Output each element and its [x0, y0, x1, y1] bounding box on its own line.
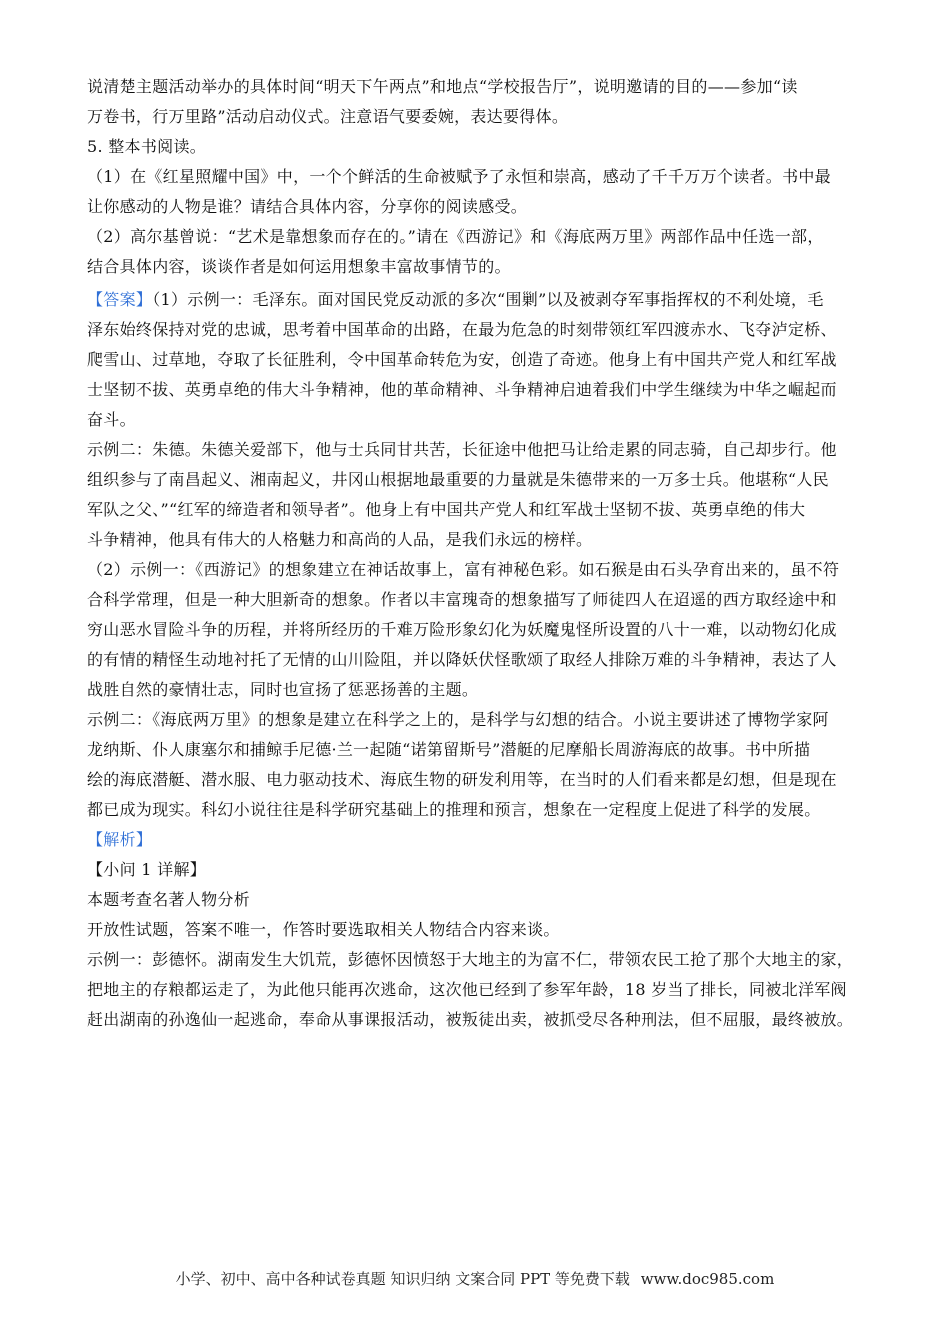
- text-line: （2）示例一：《西游记》的想象建立在神话故事上，富有神秘色彩。如石猴是由石头孕育出来的，虽不符: [87, 560, 840, 579]
- text-line: 绘的海底潜艇、潜水服、电力驱动技术、海底生物的研发利用等，在当时的人们看来都是幻想，但是现在: [87, 770, 837, 789]
- answer-line: [87, 285, 865, 315]
- text-line: 示例一：彭德怀。湖南发生大饥荒，彭德怀因愤怒于大地主的为富不仁，带领农民工抢了那个大地主的家，: [87, 950, 854, 969]
- text-line: 赶出湖南的孙逸仙一起逃命，奉命从事课报活动，被叛徒出卖，被抓受尽各种刑法，但不屈服，最终被放。: [87, 1010, 854, 1029]
- document-body: [87, 72, 865, 1035]
- text-line: 示例二：朱德。朱德关爱部下，他与士兵同甘共苦，长征途中他把马让给走累的同志骑，自己却步行。他: [87, 440, 837, 459]
- text-line: 开放性试题，答案不唯一，作答时要选取相关人物结合内容来谈。: [87, 920, 560, 939]
- page-footer: [0, 1268, 950, 1289]
- answer-label: 【答案】: [87, 290, 153, 309]
- text-line: 军队之父、”“红军的缔造者和领导者”。他身上有中国共产党人和红军战士坚韧不拔、英勇卓绝的伟大: [87, 500, 806, 519]
- text-line: 组织参与了南昌起义、湘南起义，井冈山根据地最重要的力量就是朱德带来的一万多士兵。他堪称“人民: [87, 470, 829, 489]
- text-line: 说清楚主题活动举办的具体时间“明天下午两点”和地点“学校报告厅”，说明邀请的目的——参加“读: [87, 77, 798, 96]
- text-line: 把地主的存粮都运走了，为此他只能再次逃命，这次他已经到了参军年龄，18 岁当了排长，同被北洋军阀: [87, 980, 847, 999]
- text-line: 士坚韧不拔、英勇卓绝的伟大斗争精神，他的革命精神、斗争精神启迪着我们中学生继续为中华之崛起而: [87, 380, 837, 399]
- text-line: 本题考查名著人物分析: [87, 890, 251, 909]
- text-line: 示例二：《海底两万里》的想象是建立在科学之上的，是科学与幻想的结合。小说主要讲述了博物学家阿: [87, 710, 829, 729]
- text-line: 都已成为现实。科幻小说往往是科学研究基础上的推理和预言，想象在一定程度上促进了科学的发展。: [87, 800, 821, 819]
- footer-url[interactable]: www.doc985.com: [640, 1270, 775, 1288]
- text-line: 结合具体内容，谈谈作者是如何运用想象丰富故事情节的。: [87, 257, 511, 276]
- text-line: 泽东始终保持对党的忠诚，思考着中国革命的出路，在最为危急的时刻带领红军四渡赤水、飞夺泸定桥、: [87, 320, 837, 339]
- text-line: 奋斗。: [87, 410, 136, 429]
- text-line: 斗争精神，他具有伟大的人格魅力和高尚的人品，是我们永远的榜样。: [87, 530, 593, 549]
- text-line: 万卷书，行万里路”活动启动仪式。注意语气要委婉，表达要得体。: [87, 107, 569, 126]
- sub-question-heading: 【小问 1 详解】: [87, 860, 207, 879]
- text-line: 的有情的精怪生动地衬托了无情的山川险阻，并以降妖伏怪歌颂了取经人排除万难的斗争精神，表达了人: [87, 650, 837, 669]
- text-line: 战胜自然的豪情壮志，同时也宣扬了惩恶扬善的主题。: [87, 680, 479, 699]
- answer-text: （1）示例一：毛泽东。面对国民党反动派的多次“围剿”以及被剥夺军事指挥权的不利处境，毛: [152, 290, 824, 309]
- question-part-2: （2）高尔基曾说：“艺术是靠想象而存在的。”请在《西游记》和《海底两万里》两部作品中任选一部，: [87, 227, 824, 246]
- text-line: 让你感动的人物是谁？请结合具体内容，分享你的阅读感受。: [87, 197, 528, 216]
- text-line: 合科学常理，但是一种大胆新奇的想象。作者以丰富瑰奇的想象描写了师徒四人在迢遥的西方取经途中和: [87, 590, 837, 609]
- text-line: 龙纳斯、仆人康塞尔和捕鲸手尼德·兰一起随“诺第留斯号”潜艇的尼摩船长周游海底的故事。书中所描: [87, 740, 811, 759]
- text-line: 爬雪山、过草地，夺取了长征胜利，令中国革命转危为安，创造了奇迹。他身上有中国共产党人和红军战: [87, 350, 837, 369]
- question-part-1: （1）在《红星照耀中国》中，一个个鲜活的生命被赋予了永恒和崇高，感动了千千万万个读者。书中最: [87, 167, 831, 186]
- analysis-label: 【解析】: [87, 830, 153, 849]
- question-heading: 5. 整本书阅读。: [87, 137, 207, 156]
- text-line: 穷山恶水冒险斗争的历程，并将所经历的千难万险形象幻化为妖魔鬼怪所设置的八十一难，以动物幻化成: [87, 620, 837, 639]
- footer-text: 小学、初中、高中各种试卷真题 知识归纳 文案合同 PPT 等免费下载: [175, 1270, 630, 1288]
